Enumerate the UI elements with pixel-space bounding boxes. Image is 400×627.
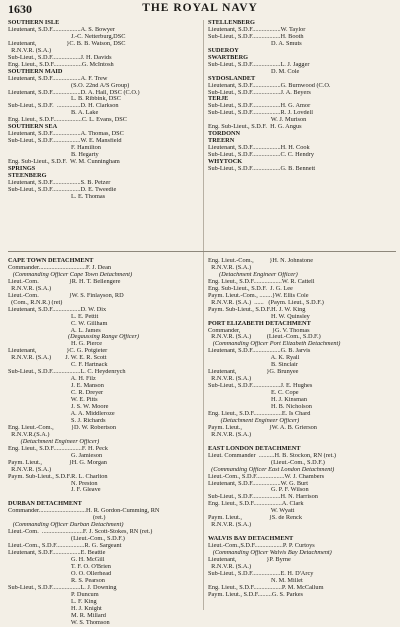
list-entry: Sub-Lieut., S.D.F..................W. E. Mansfield (8, 138, 122, 145)
list-entry (208, 439, 396, 446)
list-entry: Sub-Lieut., S.D.F..................L. J. Jagger (208, 61, 310, 68)
section-heading: EAST LONDON DETACHMENT (208, 445, 301, 452)
list-entry: L. B. Ribbink, DSC (8, 96, 122, 103)
section-heading: PORT ELIZABETH DETACHMENT (208, 320, 311, 327)
section-heading: STEENBERG (8, 172, 47, 179)
list-entry: Eng. Lieut., S.D.F..................A. Clark (208, 501, 304, 508)
list-entry: (Detachment Engineer Officer) (8, 438, 100, 445)
list-entry: J. E. Manson (8, 383, 104, 390)
list-entry: Lieutenant, S.D.F..................S. B. Petzer (8, 179, 111, 186)
list-entry: S. J. Richards (8, 417, 106, 424)
list-entry: Lieutenant, }G. Brunyee (208, 369, 299, 376)
list-entry: G. P. F. Wilson (208, 487, 309, 494)
list-entry: Sub-Lieut., S.D.F..................J. E. Hughes (208, 383, 313, 390)
list-entry: (Commanding Officer Durban Detachment) (8, 522, 124, 529)
list-entry: B. Hegarty (8, 152, 99, 159)
list-entry: B. Sinclair (208, 362, 298, 369)
list-entry: R.N.V.R. (S.A.) ...... (Paym. Lieut., S.D.F.) (208, 299, 324, 306)
list-entry: W. S. Thomson (8, 619, 110, 626)
list-entry: M. R. Millard (8, 612, 106, 619)
list-entry: Sub-Lieut., S.D.F..................H. G. Amor (208, 103, 311, 110)
section-heading: TREERN (208, 138, 235, 145)
list-entry: Lieutenant, }C. G. Potgieter (8, 348, 108, 355)
list-entry: Eng. Lieut., S.D.F..................C. L. Evans, DSC (8, 117, 127, 124)
list-entry: Paym. Lieut., }S. de Renck (208, 515, 302, 522)
list-entry: R.N.V.R. (S.A.) (208, 522, 252, 529)
list-entry: Lieutenant, S.D.F..................H. H. Cook (208, 145, 310, 152)
list-entry: Sub-Lieut., S.D.F..................H. Booth (208, 33, 304, 40)
list-entry: H. B. Nicholson (208, 404, 312, 411)
list-entry: R.N.V.R. (S.A.) J. W. E. R. Scott (8, 355, 107, 362)
list-entry: (Commanding Officer Port Elizabeth Detachment) (208, 341, 341, 348)
column-ships-left (8, 20, 199, 201)
list-entry: Sub-Lieut., S.D.F..................L. C. Heydenrych (8, 369, 126, 376)
list-entry: Paym. Lieut., }W. A. B. Grierson (208, 424, 317, 431)
list-entry: (Detachment Engineer Officer) (208, 271, 298, 278)
list-entry: (Commanding Officer Walvis Bay Detachment) (208, 550, 332, 557)
section-heading: SOUTHERN ISLE (8, 20, 60, 26)
section-heading: WALVIS BAY DETACHMENT (208, 536, 294, 543)
list-entry: Paym. Lieut.-Com., ........}W. Ellis Cole (208, 292, 309, 299)
list-entry: R.N.V.R. (S.A.) (Lieut.-Com., S.D.F.) (208, 334, 321, 341)
list-entry: Paym. Lieut., S.D.F.........G. S. Parkes (208, 591, 304, 598)
column-detachments-left (8, 258, 199, 627)
list-entry: Eng. Sub-Lieut., S.D.F. W. M. Cunningham (8, 159, 120, 166)
list-entry: P. Duncum (8, 591, 99, 598)
list-entry: N. Preston (8, 480, 98, 487)
list-entry: J.-C. Netterburg,DSC (8, 33, 126, 40)
list-entry: Commander..............................H. R. Gordon-Cumming, RN (8, 508, 160, 515)
list-entry: Lieutenant, S.D.F..................A. Thomas, DSC (8, 131, 124, 138)
list-entry: (Degaussing Range Officer) (68, 334, 139, 341)
list-entry: G. H. McGill (8, 556, 105, 563)
column-divider (203, 20, 204, 610)
list-entry: Lieutenant, S.D.F..................D. W. Dix (8, 306, 107, 313)
section-heading: WHYTOCK (208, 159, 243, 166)
list-entry: Lieutenant, S.D.F..................G. Burnwood (C.O. (208, 82, 331, 89)
list-entry: Sub-Lieut., S.D.F..................C. C. Hendry (208, 152, 315, 159)
list-entry: H. W. Quinsley (208, 313, 310, 320)
list-entry: Sub-Lieut., S.D.F..................E. H. D'Arcy (208, 570, 314, 577)
list-entry: Sub-Lieut., S.D.F..................G. B. Bennett (208, 166, 316, 173)
list-entry: D. M. Cole (208, 68, 300, 75)
section-heading: CAPE TOWN DETACHMENT (8, 258, 94, 264)
section-heading: DURBAN DETACHMENT (8, 501, 82, 508)
list-entry: N. M. Millet (208, 577, 303, 584)
list-entry: Eng. Sub-Lieut., S.D.F. J. G. Lee (208, 285, 293, 292)
list-entry: Lieutenant, S.D.F..................A. S. Bowyer (8, 26, 115, 33)
list-entry: L. F. King (8, 598, 97, 605)
section-heading: SPRINGS (8, 166, 36, 173)
section-heading: SWARTBERG (208, 54, 249, 61)
list-entry: C. F. Hartnack (8, 362, 108, 369)
list-entry: Sub-Lieut., S.D.F..................J. A. Beyers (208, 89, 311, 96)
column-detachments-right (208, 258, 396, 599)
list-entry: Lieutenant, }P. Byrne (208, 556, 291, 563)
section-heading: STELLENBERG (208, 20, 255, 26)
list-entry: B. A. Lake (8, 110, 99, 117)
list-entry: R.N.V.R. (S.A.) (208, 431, 252, 438)
list-entry: A. H. Filz (8, 376, 96, 383)
list-entry: Commander, }G. V. Thomas (208, 327, 310, 334)
section-heading: SOUTHERN SEA (8, 124, 58, 131)
list-entry: T. F. O. O'Brien (8, 563, 111, 570)
list-entry: R. S. Pearson (8, 577, 105, 584)
list-entry: Lieut.-Com.,S.D.F..................P. P. Curtoys (208, 543, 315, 550)
list-entry: R.N.V.R. (S.A.) (8, 285, 52, 292)
list-entry: E. C. Cope (208, 390, 299, 397)
list-entry: (Lieut.-Com., S.D.F.) (208, 459, 325, 466)
list-entry: Sub-Lieut., S.D.F..................J. H. Davids (8, 54, 112, 61)
list-entry: Eng. Lieut., S.D.F..................G. McIntosh (8, 61, 114, 68)
list-entry: Lieut.-Com., S.D.F..................R. G. Sargeant (8, 543, 122, 550)
list-entry: H. J. Kinsman (208, 397, 308, 404)
list-entry: Lieut.-Com., S.D.F..................W. J. Chambers (208, 473, 325, 480)
list-entry: O. O. Ollerhead (8, 570, 112, 577)
list-entry: Sub-Lieut., S.D.F. ...............D. H. Clarkson (8, 103, 119, 110)
column-ships-right (208, 20, 396, 173)
list-entry: Sub-Lieut., S.D.F..................R. J. Lovdell (208, 110, 313, 117)
list-entry: Lieutenant, S.D.F..................D. A. Hall, DSC (C.O.) (8, 89, 140, 96)
list-entry: Eng. Lieut., S.D.F..................E. Is Chard (208, 410, 311, 417)
list-entry: J. S. W. Moore (8, 404, 109, 411)
list-entry: Eng. Lieut., S.D.F..................P. M. McCallum (208, 584, 324, 591)
list-entry: Lieut.-Com. }R. H. T. Bellengere (8, 278, 121, 285)
list-entry: (Com., R.N.R.) (ret) (8, 299, 63, 306)
list-entry: Sub-Lieut., S.D.F..................D. E. Tweedie (8, 186, 117, 193)
list-entry: G. Jamieson (8, 452, 103, 459)
page-header (0, 0, 400, 18)
list-entry: (Lieut.-Com., S.D.F.) (8, 536, 125, 543)
list-entry: Eng. Lieut., S.D.F..................W. R. Cattell (208, 278, 315, 285)
list-entry: L. E. Pettit (8, 313, 99, 320)
section-heading: SYDOSLANDET (208, 75, 256, 82)
list-entry: W. J. Murison (208, 117, 307, 124)
page-title: THE ROYAL NAVY (142, 2, 258, 14)
list-entry: J. F. Gleave (8, 487, 101, 494)
list-entry: R.N.V.R. (S.A.) (8, 47, 52, 54)
list-entry: Lieut. Commander ..........H. B. Stockon, RN (ret.) (208, 452, 337, 459)
list-entry: R.N.V.R. (S.A.) (208, 376, 252, 383)
list-entry: Paym. Lieut., }H. G. Morgan (8, 459, 107, 466)
list-entry: Eng. Sub-Lieut., S.D.F. H. G. Angus (208, 124, 302, 131)
list-entry: Lieut.-Com. ..........................F. J. Scott-Stokes, RN (ret.) (8, 529, 153, 536)
section-heading: SOUTHERN MAID (8, 68, 63, 75)
list-entry: (Detachment Engineer Officer) (208, 417, 300, 424)
list-entry: Lieutenant, S.D.F..................G. B. Jarvis (208, 348, 311, 355)
section-heading: TERJE (208, 96, 229, 103)
list-entry: R.N.V.R.(S.A.) (8, 431, 50, 438)
list-entry: (Commanding Officer East London Detachment) (208, 466, 335, 473)
list-entry: H. G. Pierce (8, 341, 103, 348)
section-rule (8, 251, 396, 252)
list-entry: C. R. Dreyer (8, 390, 104, 397)
section-heading: TORDONN (208, 131, 241, 138)
list-entry: Lieut.-Com. }W. S. Finlayson, RD (8, 292, 124, 299)
list-entry: Sub-Lieut., S.D.F..................L. J. Downing (8, 584, 117, 591)
list-entry: Paym. Sub-Lieut., S.D.F.R. L. Charlton (8, 473, 108, 480)
list-entry: (Commanding Officer Cape Town Detachment) (8, 271, 133, 278)
list-entry: (S.O. 22nd A/S Group) (8, 82, 130, 89)
list-entry: A. A. Middleroze (8, 410, 115, 417)
list-entry: Sub-Lieut., S.D.F..................H. N. Harrison (208, 494, 318, 501)
list-entry: L. E. Thomas (8, 193, 106, 200)
list-entry: A. L. James (8, 327, 101, 334)
list-entry: A. K. Ryall (208, 355, 300, 362)
list-entry: H. J. Knight (8, 605, 102, 612)
list-entry: R.N.V.R. (S.A.) (208, 563, 252, 570)
page-number: 1630 (8, 2, 32, 16)
list-entry: (ret.) (8, 515, 106, 522)
list-entry (208, 529, 396, 536)
list-entry (8, 494, 199, 501)
list-entry: Lieutenant, S.D.F..................W. G. Burt (208, 480, 309, 487)
list-entry: R.N.V.R. (S.A.) (208, 264, 252, 271)
list-entry: Lieutenant, S.D.F..................A. F. Trew (8, 75, 108, 82)
list-entry: C. W. Gillham (8, 320, 108, 327)
list-entry: Lieutenant, }C. B. B. Watson, DSC (8, 40, 126, 47)
list-entry: Lieutenant, S.D.F..................E. Beattie (8, 550, 106, 557)
list-entry: Paym. Sub-Lieut., S.D.F.H. J. W. King (208, 306, 306, 313)
list-entry: D. A. Smuts (208, 40, 302, 47)
list-entry: Lieutenant, S.D.F..................W. Taylor (208, 26, 306, 33)
list-entry: W. Wyatt (208, 508, 295, 515)
list-entry: W. E. Pitts (8, 397, 98, 404)
list-entry: F. Hamilton (8, 145, 101, 152)
list-entry: R.N.V.R. (S.A.) (8, 466, 52, 473)
list-entry: Eng. Lieut.-Com., }H. N. Johnstone (208, 258, 313, 264)
list-entry: Eng. Lieut.-Com., }D. W. Robertson (8, 424, 116, 431)
section-heading: SUDEROY (208, 47, 239, 54)
list-entry: Eng. Lieut., S.D.F..................F. H. Peck (8, 445, 108, 452)
list-entry: Commander..............................F. J. Dean (8, 264, 112, 271)
